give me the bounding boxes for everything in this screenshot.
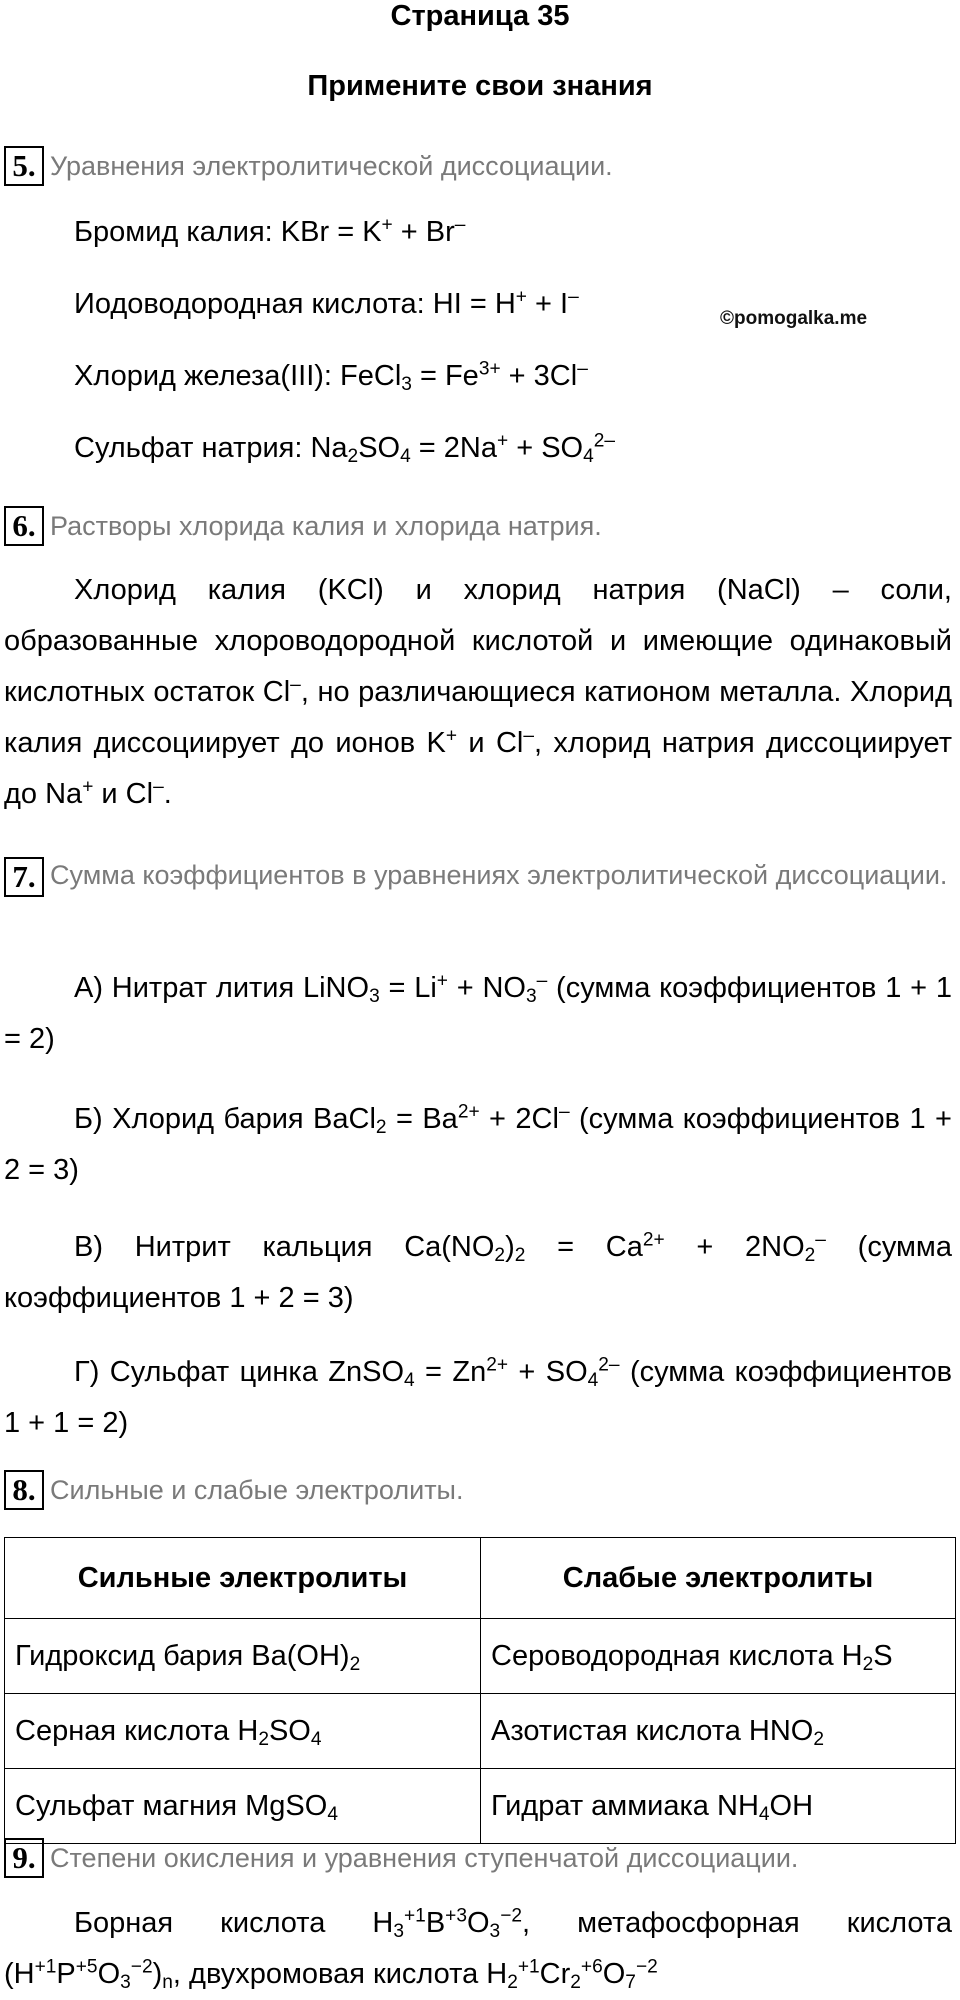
equation-hi: Иодоводородная кислота: HI = H+ + I– — [74, 286, 579, 320]
table-row — [5, 1694, 956, 1769]
table-header-row — [5, 1538, 956, 1619]
task-9-header — [4, 1838, 956, 1878]
task-6-answer: Хлорид калия (KCl) и хлорид натрия (NaCl) – соли, образованные хлороводородной кислотой и имеющие одинаковый кислотных остаток Cl–, но различающиеся катионом металла. Хлорид калия диссоциирует до ионов K+ и Cl–, хлорид натрия диссоциирует до Na+ и Cl–. — [4, 574, 953, 810]
task-6-header — [4, 506, 956, 546]
task-heading: Уравнения электролитической диссоциации. — [50, 150, 613, 181]
table-cell: Гидроксид бария $Ba(OH)_2$ — [5, 1619, 481, 1694]
task-number: 7. — [4, 857, 44, 897]
task-heading: Растворы хлорида калия и хлорида натрия. — [50, 510, 602, 541]
task-9-answer: Борная кислота $H_3^{+1}B^{+3}O_3^{-2}$, метафосфорная кислота $(H^{+1}P^{+5}O_3^{-2})_n$, двухромовая кислота $H_2^{+1}Cr_2^{+6}O_7^{-2}$ — [4, 1905, 952, 1993]
task-heading: Степени окисления и уравнения ступенчатой диссоциации. — [50, 1842, 799, 1873]
equation-na2so4: Сульфат натрия: $Na_2SO_4 = 2Na^+ + SO_4^{2-}$ — [74, 430, 616, 467]
table-cell: Серная кислота $H_2SO_4$ — [5, 1694, 481, 1769]
table-row — [5, 1769, 956, 1844]
task-7-item-a: А) Нитрат лития LiNO$_3$ = $Li^+ + NO_3^-$ (сумма коэффициентов 1 + 1 = 2) — [4, 970, 952, 1055]
task-heading: Сильные и слабые электролиты. — [50, 1474, 464, 1505]
task-heading: Сумма коэффициентов в уравнениях электролитической диссоциации. — [50, 860, 948, 890]
equation-kbr: Бромид калия: KBr = K+ + Br– — [74, 214, 466, 248]
column-header: Сильные электролиты — [5, 1538, 481, 1619]
column-header: Слабые электролиты — [481, 1538, 956, 1619]
task-number: 6. — [4, 506, 44, 546]
table-row — [5, 1619, 956, 1694]
task-7-item-g: Г) Сульфат цинка ZnSO$_4$ = $Zn^{2+} + SO_4^{2-}$ (сумма коэффициентов 1 + 1 = 2) — [4, 1354, 952, 1439]
task-number: 8. — [4, 1470, 44, 1510]
table-cell: Гидрат аммиака $NH_4OH$ — [481, 1769, 956, 1844]
page-title: Страница 35 — [390, 0, 570, 32]
task-7-item-b: Б) Хлорид бария BaCl$_2$ = $Ba^{2+} + 2Cl^-$ (сумма коэффициентов 1 + 2 = 3) — [4, 1101, 952, 1186]
table-cell: Сульфат магния MgSO$_4$ — [5, 1769, 481, 1844]
table-cell: Сероводородная кислота $H_2S$ — [481, 1619, 956, 1694]
table-cell: Азотистая кислота $HNO_2$ — [481, 1694, 956, 1769]
watermark: ©pomogalka.me — [720, 308, 868, 329]
electrolytes-table — [4, 1537, 956, 1844]
task-number: 5. — [4, 146, 44, 186]
task-7-item-v: В) Нитрит кальция $Ca(NO_2)_2 = Ca^{2+} + 2NO_2^-$ (сумма коэффициентов 1 + 2 = 3) — [4, 1229, 952, 1314]
task-7-header — [4, 854, 950, 897]
section-title: Примените свои знания — [307, 70, 653, 102]
task-5-header — [4, 146, 956, 186]
equation-fecl3: Хлорид железа(III): FeCl$_3$ = $Fe^{3+} + 3Cl^-$ — [74, 358, 588, 395]
task-number: 9. — [4, 1838, 44, 1878]
task-8-header — [4, 1470, 956, 1510]
